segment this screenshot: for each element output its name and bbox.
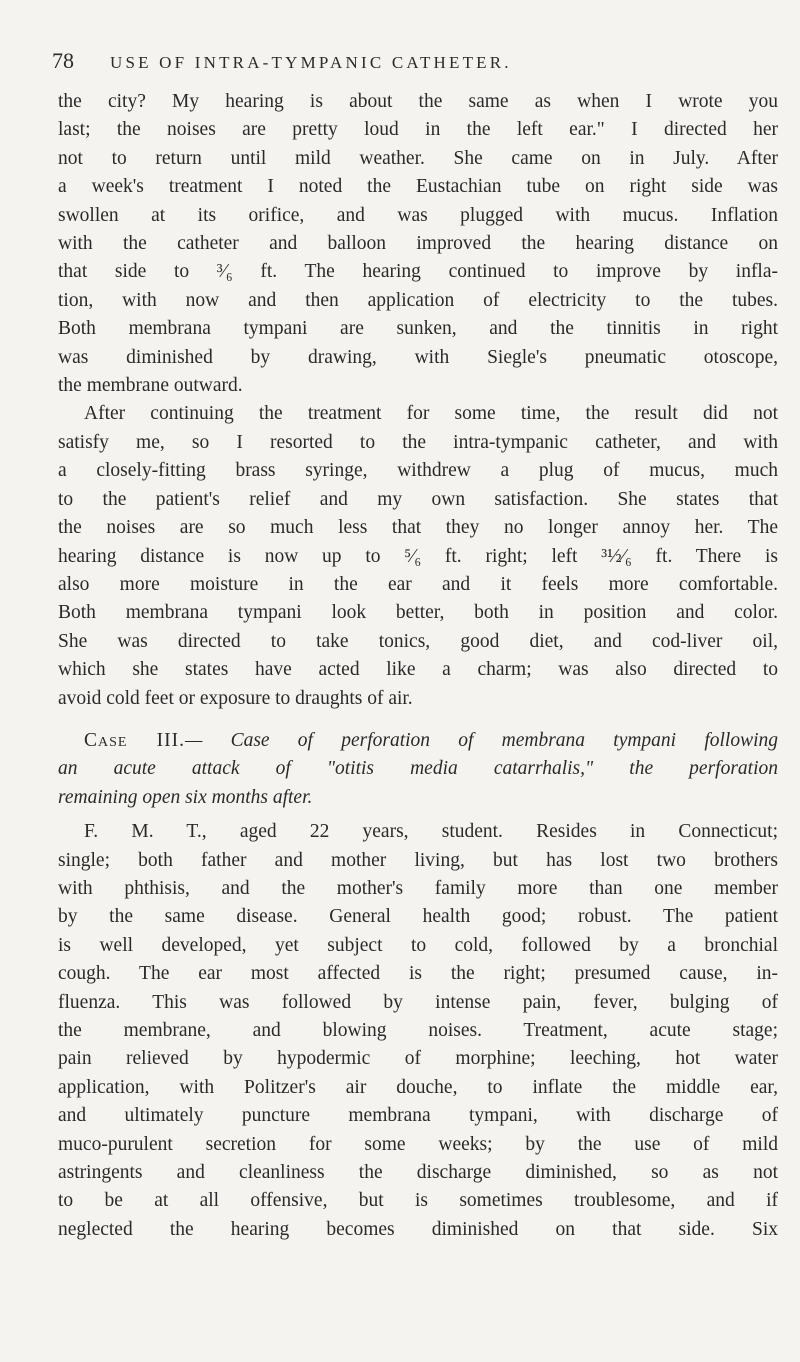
- section-gap: [58, 713, 778, 727]
- case-heading-line: [58, 727, 778, 755]
- text-line: tion, with now and then application of electricity to the tubes.: [58, 289, 778, 311]
- book-page: [52, 48, 778, 1244]
- text-line: avoid cold feet or exposure to draughts of air.: [58, 687, 413, 709]
- paragraph-2: [58, 400, 778, 712]
- case-heading: [58, 727, 778, 812]
- text-line: muco-purulent secretion for some weeks; by the use of mild: [58, 1133, 778, 1155]
- text-line: hearing distance is now up to ⁵⁄₆ ft. right; left ³½⁄₆ ft. There is: [58, 545, 778, 567]
- text-line: satisfy me, so I resorted to the intra-tympanic catheter, and with: [58, 431, 778, 453]
- running-title: USE OF INTRA-TYMPANIC CATHETER.: [110, 53, 512, 72]
- text-line: not to return until mild weather. She came on in July. After: [58, 147, 778, 169]
- paragraph-1: [58, 88, 778, 400]
- paragraph-3: [58, 818, 778, 1244]
- text-line: fluenza. This was followed by intense pain, fever, bulging of: [58, 991, 778, 1013]
- text-line: with phthisis, and the mother's family more than one member: [58, 877, 778, 899]
- text-line: application, with Politzer's air douche, to inflate the middle ear,: [58, 1076, 778, 1098]
- text-line: Both membrana tympani are sunken, and the tinnitis in right: [58, 318, 778, 340]
- text-line: a week's treatment I noted the Eustachian tube on right side was: [58, 176, 778, 198]
- text-line: the city? My hearing is about the same as when I wrote you: [58, 91, 778, 112]
- running-head: [52, 48, 778, 88]
- case-heading-line: an acute attack of "otitis media catarrhalis," the perforation: [58, 758, 778, 780]
- text-line: a closely-fitting brass syringe, withdrew a plug of mucus, much: [58, 460, 778, 482]
- text-line: by the same disease. General health good; robust. The patient: [58, 906, 778, 928]
- text-line: cough. The ear most affected is the right; presumed cause, in-: [58, 963, 778, 985]
- text-line: is well developed, yet subject to cold, followed by a bronchial: [58, 934, 778, 956]
- case-title: — Case of perforation of membrana tympani following: [185, 729, 778, 751]
- text-line: F. M. T., aged 22 years, student. Resides in Connecticut;: [84, 821, 778, 843]
- text-line: pain relieved by hypodermic of morphine; leeching, hot water: [58, 1048, 778, 1070]
- text-line: swollen at its orifice, and was plugged with mucus. Inflation: [58, 204, 778, 226]
- text-line: that side to ³⁄₆ ft. The hearing continued to improve by infla-: [58, 261, 778, 283]
- text-line: the noises are so much less that they no longer annoy her. The: [58, 517, 778, 539]
- case-label: Case III.: [84, 729, 186, 751]
- text-line: neglected the hearing becomes diminished on that side. Six: [58, 1218, 778, 1240]
- text-line: with the catheter and balloon improved the hearing distance on: [58, 233, 778, 255]
- text-line: to the patient's relief and my own satisfaction. She states that: [58, 488, 778, 510]
- text-line: also more moisture in the ear and it feels more comfortable.: [58, 573, 778, 595]
- text-line: astringents and cleanliness the discharge diminished, so as not: [58, 1162, 778, 1184]
- text-line: She was directed to take tonics, good diet, and cod-liver oil,: [58, 630, 778, 652]
- case-heading-line: remaining open six months after.: [58, 786, 313, 808]
- text-line: After continuing the treatment for some time, the result did not: [84, 403, 778, 425]
- text-line: the membrane outward.: [58, 375, 243, 397]
- text-line: single; both father and mother living, but has lost two brothers: [58, 849, 778, 871]
- text-line: was diminished by drawing, with Siegle's pneumatic otoscope,: [58, 346, 778, 368]
- text-line: Both membrana tympani look better, both in position and color.: [58, 602, 778, 624]
- text-line: and ultimately puncture membrana tympani, with discharge of: [58, 1105, 778, 1127]
- text-line: which she states have acted like a charm; was also directed to: [58, 659, 778, 681]
- text-line: to be at all offensive, but is sometimes troublesome, and if: [58, 1190, 778, 1212]
- text-line: the membrane, and blowing noises. Treatment, acute stage;: [58, 1020, 778, 1041]
- page-number: 78: [52, 48, 74, 73]
- text-line: last; the noises are pretty loud in the left ear." I directed her: [58, 119, 778, 141]
